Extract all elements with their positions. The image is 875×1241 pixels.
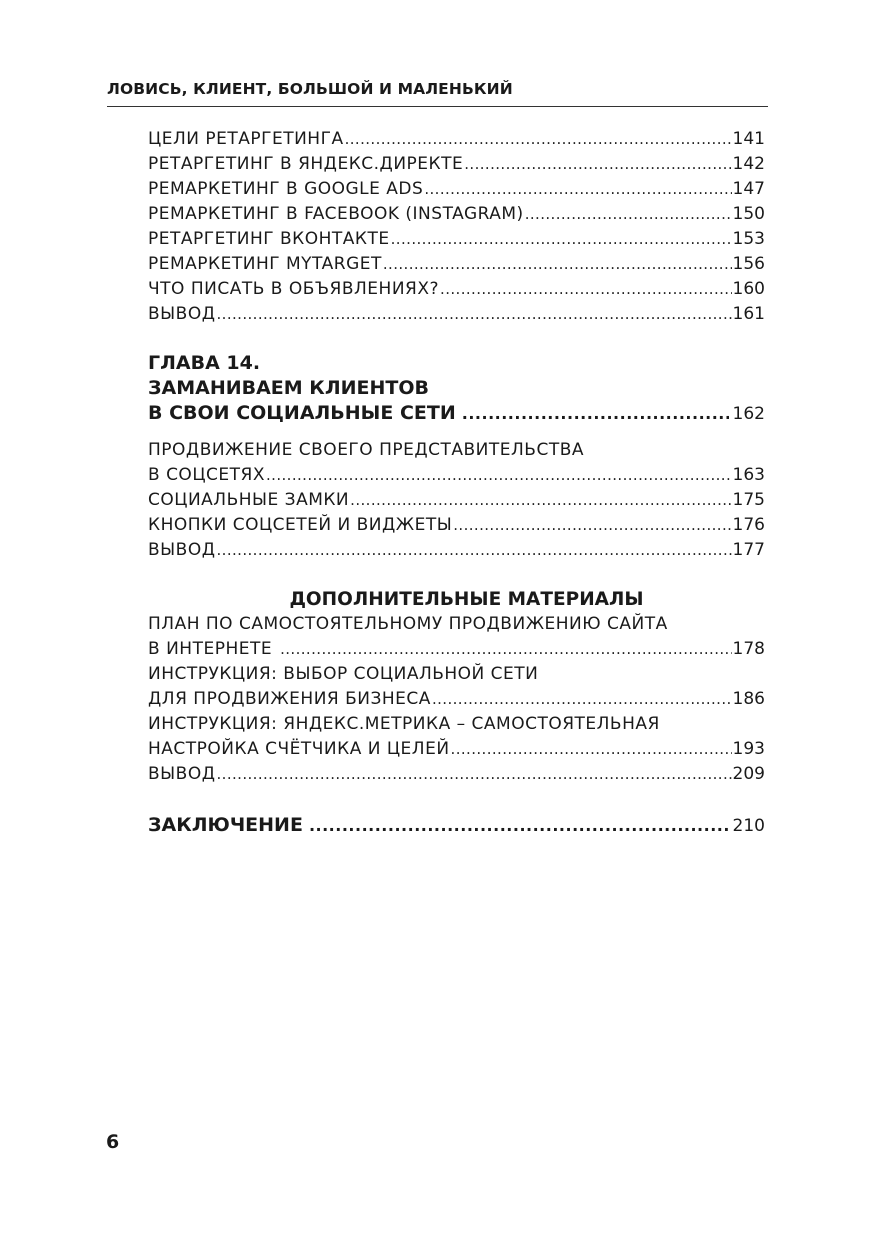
toc-entry-title: В ИНТЕРНЕТЕ	[148, 639, 273, 659]
toc-entry[interactable]	[148, 302, 765, 327]
toc-entry[interactable]	[148, 127, 765, 152]
toc-entry-title: ЦЕЛИ РЕТАРГЕТИНГА	[148, 129, 344, 149]
toc-entry-title[interactable]: ИНСТРУКЦИЯ: ЯНДЕКС.МЕТРИКА – САМОСТОЯТЕЛЬНАЯ	[148, 714, 660, 734]
toc-entry-title[interactable]: ПЛАН ПО САМОСТОЯТЕЛЬНОМУ ПРОДВИЖЕНИЮ САЙТА	[148, 614, 668, 634]
toc-entry-page: 175	[732, 490, 765, 510]
dot-leader	[345, 127, 732, 152]
dot-leader	[432, 687, 732, 712]
toc-entry-title: ВЫВОД	[148, 304, 216, 324]
conclusion-entry[interactable]	[148, 813, 765, 838]
toc-entry-page: 150	[732, 204, 765, 224]
toc-entry-page: 141	[732, 129, 765, 149]
chapter-title-line: В СВОИ СОЦИАЛЬНЫЕ СЕТИ	[148, 402, 456, 424]
toc-entry[interactable]	[148, 177, 765, 202]
toc-entry-title[interactable]: ИНСТРУКЦИЯ: ВЫБОР СОЦИАЛЬНОЙ СЕТИ	[148, 664, 539, 684]
toc-entry-page: 147	[732, 179, 765, 199]
dot-leader	[464, 152, 731, 177]
dot-leader	[217, 762, 732, 787]
dot-leader	[391, 227, 732, 252]
toc-entry[interactable]	[148, 538, 765, 563]
toc-entry-page: 161	[732, 304, 765, 324]
toc-entry[interactable]	[148, 762, 765, 787]
toc-entry[interactable]	[148, 277, 765, 302]
toc-entry[interactable]	[148, 737, 765, 762]
dot-leader	[462, 401, 729, 426]
conclusion-page: 210	[732, 816, 765, 836]
dot-leader	[451, 737, 732, 762]
dot-leader	[440, 277, 732, 302]
table-of-contents	[148, 127, 765, 838]
dot-leader	[309, 813, 729, 838]
chapter-14-heading[interactable]	[148, 351, 765, 426]
chapter-title-row	[148, 401, 765, 426]
page-number: 6	[106, 1131, 120, 1153]
toc-entry-page: 156	[732, 254, 765, 274]
toc-entry-title: РЕТАРГЕТИНГ В ЯНДЕКС.ДИРЕКТЕ	[148, 154, 464, 174]
toc-entry-page: 176	[732, 515, 765, 535]
toc-entry-page: 153	[732, 229, 765, 249]
toc-entry-page: 177	[732, 540, 765, 560]
toc-entry[interactable]	[148, 513, 765, 538]
toc-entry[interactable]	[148, 637, 765, 662]
toc-entry-title: ВЫВОД	[148, 764, 216, 784]
dot-leader	[453, 513, 731, 538]
toc-entry-title: РЕМАРКЕТИНГ В GOOGLE ADS	[148, 179, 424, 199]
toc-entry[interactable]	[148, 227, 765, 252]
dot-leader	[217, 538, 732, 563]
chapter-number: ГЛАВА 14.	[148, 352, 261, 374]
dot-leader	[266, 463, 732, 488]
toc-section-retargeting	[148, 127, 765, 327]
running-head: ЛОВИСЬ, КЛИЕНТ, БОЛЬШОЙ И МАЛЕНЬКИЙ	[107, 80, 513, 98]
chapter-page: 162	[732, 404, 765, 424]
toc-entry[interactable]	[148, 152, 765, 177]
toc-entry-title: РЕМАРКЕТИНГ В FACEBOOK (INSTAGRAM)	[148, 204, 524, 224]
extras-title[interactable]: ДОПОЛНИТЕЛЬНЫЕ МАТЕРИАЛЫ	[289, 589, 644, 610]
dot-leader	[383, 252, 732, 277]
dot-leader	[424, 177, 731, 202]
toc-entry[interactable]	[148, 202, 765, 227]
dot-leader	[217, 302, 732, 327]
conclusion-title: ЗАКЛЮЧЕНИЕ	[148, 814, 303, 836]
dot-leader	[280, 637, 731, 662]
toc-entry-title: СОЦИАЛЬНЫЕ ЗАМКИ	[148, 490, 350, 510]
toc-entry-page: 163	[732, 465, 765, 485]
toc-entry[interactable]	[148, 488, 765, 513]
chapter-title-line: ЗАМАНИВАЕМ КЛИЕНТОВ	[148, 377, 429, 399]
toc-section-extras	[148, 587, 765, 787]
toc-entry-title: РЕТАРГЕТИНГ ВКОНТАКТЕ	[148, 229, 390, 249]
toc-entry[interactable]	[148, 687, 765, 712]
toc-entry-page: 186	[732, 689, 765, 709]
toc-entry-page: 209	[732, 764, 765, 784]
toc-entry-title: НАСТРОЙКА СЧЁТЧИКА И ЦЕЛЕЙ	[148, 739, 450, 759]
toc-entry-page: 178	[732, 639, 765, 659]
toc-entry-title: ЧТО ПИСАТЬ В ОБЪЯВЛЕНИЯХ?	[148, 279, 440, 299]
toc-entry-title: КНОПКИ СОЦСЕТЕЙ И ВИДЖЕТЫ	[148, 515, 453, 535]
toc-entry-page: 160	[732, 279, 765, 299]
header-rule	[107, 106, 768, 107]
toc-section-social	[148, 438, 765, 563]
toc-entry-title[interactable]: ПРОДВИЖЕНИЕ СВОЕГО ПРЕДСТАВИТЕЛЬСТВА	[148, 440, 585, 460]
toc-entry-title: В СОЦСЕТЯХ	[148, 465, 265, 485]
dot-leader	[350, 488, 731, 513]
toc-entry-title: РЕМАРКЕТИНГ MYTARGET	[148, 254, 382, 274]
toc-entry-page: 193	[732, 739, 765, 759]
toc-entry-title: ВЫВОД	[148, 540, 216, 560]
toc-entry-page: 142	[732, 154, 765, 174]
toc-entry[interactable]	[148, 463, 765, 488]
toc-entry[interactable]	[148, 252, 765, 277]
toc-entry-title: ДЛЯ ПРОДВИЖЕНИЯ БИЗНЕСА	[148, 689, 431, 709]
dot-leader	[525, 202, 732, 227]
